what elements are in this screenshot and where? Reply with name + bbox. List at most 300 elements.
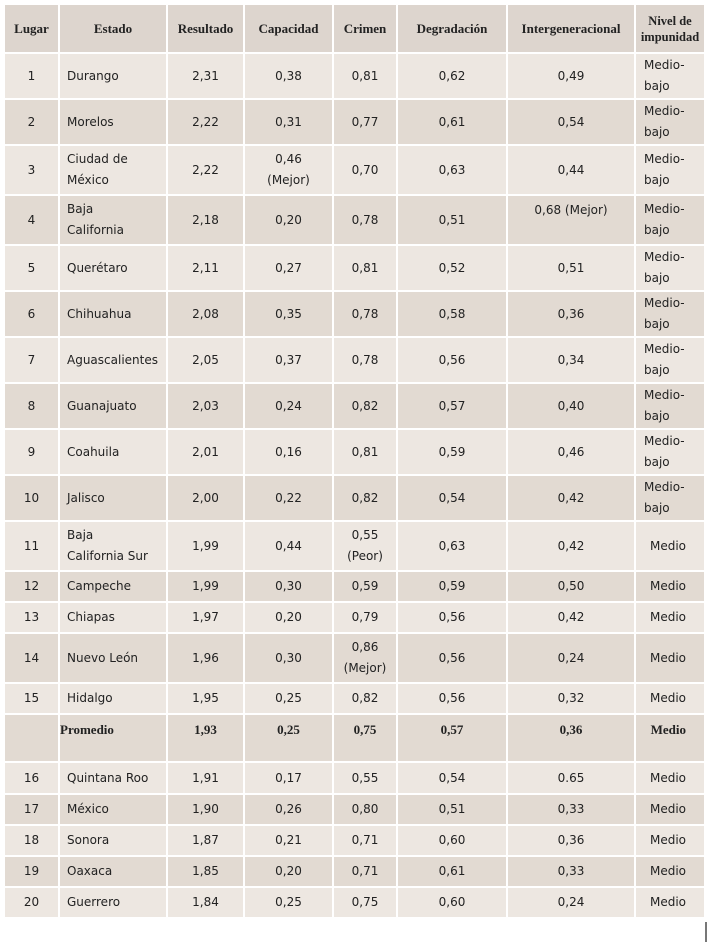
- cell-capacidad-line: 0,37: [275, 352, 302, 367]
- cell-estado-line: California Sur: [67, 549, 148, 563]
- cell-degradacion: 0,60: [397, 825, 507, 856]
- cell-crimen-line: 0,70: [351, 162, 379, 177]
- cell-capacidad: [244, 337, 333, 383]
- cell-crimen: [333, 633, 397, 683]
- cell-crimen-line: 0,78: [351, 212, 379, 227]
- cell-crimen-line: 0,78: [351, 306, 379, 321]
- cell-nivel-impunidad: [635, 762, 705, 794]
- table-row: [5, 245, 705, 291]
- cell-estado-line: Ciudad de: [67, 152, 128, 166]
- table-row: [5, 383, 705, 429]
- cell-intergeneracional: 0,34: [507, 337, 635, 383]
- cell-degradacion: 0,58: [397, 291, 507, 337]
- cell-degradacion: 0,52: [397, 245, 507, 291]
- cell-capacidad-line: 0,46: [275, 152, 302, 166]
- cell-degradacion: 0,61: [397, 856, 507, 887]
- cell-crimen: [333, 794, 397, 825]
- cell-estado-line: Hidalgo: [67, 691, 113, 705]
- cell-nivel-impunidad: [635, 856, 705, 887]
- cell-crimen-line: 0,55: [351, 770, 379, 785]
- cell-estado-line: Oaxaca: [67, 864, 113, 878]
- cell-crimen: [333, 762, 397, 794]
- cell-capacidad: [244, 53, 333, 99]
- cell-degradacion: 0,56: [397, 633, 507, 683]
- cell-nivel-impunidad: [635, 683, 705, 714]
- cell-degradacion: 0,56: [397, 602, 507, 633]
- cell-crimen-line: 0,71: [351, 833, 379, 847]
- cell-lugar: 12: [5, 571, 59, 602]
- cell-crimen-line: 0,81: [351, 260, 379, 275]
- cell-resultado: 1,90: [167, 794, 244, 825]
- cell-crimen-line: 0,79: [351, 610, 379, 624]
- cell-nivel-impunidad: [635, 53, 705, 99]
- table-row: [5, 825, 705, 856]
- cell-lugar: 11: [5, 521, 59, 571]
- cell-nivel-impunidad: [635, 145, 705, 195]
- table-body: [5, 53, 705, 918]
- cell-nivel-line: Medio-: [644, 104, 685, 118]
- cell-estado-line: Sonora: [67, 833, 110, 847]
- cell-nivel-line: Medio-: [644, 388, 685, 402]
- cell-capacidad: [244, 887, 333, 918]
- cell-intergeneracional: 0,50: [507, 571, 635, 602]
- cell-estado: [59, 99, 167, 145]
- cell-nivel-impunidad: [635, 429, 705, 475]
- cell-estado: [59, 571, 167, 602]
- cell-crimen: [333, 245, 397, 291]
- cell-capacidad-line: 0,31: [275, 114, 302, 129]
- cell-crimen: [333, 683, 397, 714]
- table-row: [5, 856, 705, 887]
- cell-estado: [59, 887, 167, 918]
- cell-nivel-line: Medio-: [644, 342, 685, 356]
- cell-nivel-line: bajo: [644, 455, 670, 469]
- cell-lugar: [5, 714, 59, 762]
- cell-resultado: 1,96: [167, 633, 244, 683]
- table-row: [5, 475, 705, 521]
- cell-capacidad-line: 0,17: [275, 770, 302, 785]
- cell-estado-line: California: [67, 223, 124, 237]
- cell-nivel-impunidad: [635, 475, 705, 521]
- cell-nivel-impunidad: [635, 571, 705, 602]
- page-edge-marker: [705, 922, 707, 942]
- cell-lugar: 4: [5, 195, 59, 245]
- cell-capacidad-line: 0,16: [275, 444, 302, 459]
- cell-resultado: 2,18: [167, 195, 244, 245]
- header-nivel-impunidad: [635, 5, 705, 53]
- cell-crimen: [333, 602, 397, 633]
- cell-intergeneracional: 0,40: [507, 383, 635, 429]
- header-crimen: Crimen: [333, 5, 397, 53]
- cell-estado: [59, 145, 167, 195]
- cell-nivel-impunidad: [635, 245, 705, 291]
- cell-degradacion: 0,57: [397, 714, 507, 762]
- cell-estado: [59, 794, 167, 825]
- cell-crimen: [333, 99, 397, 145]
- cell-capacidad: [244, 145, 333, 195]
- cell-degradacion: 0,60: [397, 887, 507, 918]
- cell-crimen: [333, 475, 397, 521]
- table-row: [5, 337, 705, 383]
- cell-nivel-line: bajo: [644, 79, 670, 93]
- cell-capacidad-line: (Mejor): [267, 173, 310, 187]
- cell-intergeneracional: 0,36: [507, 714, 635, 762]
- cell-capacidad: [244, 195, 333, 245]
- cell-lugar: 18: [5, 825, 59, 856]
- cell-degradacion: 0,61: [397, 99, 507, 145]
- cell-estado-line: Campeche: [67, 579, 132, 593]
- cell-crimen-line: 0,86: [351, 640, 379, 654]
- table-row: [5, 145, 705, 195]
- cell-intergeneracional: 0,68 (Mejor): [507, 195, 635, 245]
- cell-nivel-line: bajo: [644, 173, 670, 187]
- cell-capacidad: [244, 825, 333, 856]
- cell-crimen: [333, 521, 397, 571]
- cell-lugar: 3: [5, 145, 59, 195]
- cell-crimen-line: 0,77: [351, 114, 379, 129]
- cell-crimen-line: (Mejor): [343, 661, 387, 675]
- cell-nivel-line: bajo: [644, 363, 670, 377]
- cell-nivel-line: bajo: [644, 409, 670, 423]
- cell-estado-line: Morelos: [67, 114, 114, 129]
- cell-nivel-line: Medio: [649, 802, 686, 816]
- cell-intergeneracional: 0,24: [507, 633, 635, 683]
- cell-intergeneracional: 0,33: [507, 794, 635, 825]
- cell-degradacion: 0,54: [397, 475, 507, 521]
- cell-resultado: 1,91: [167, 762, 244, 794]
- cell-intergeneracional: 0,44: [507, 145, 635, 195]
- cell-nivel-line: bajo: [644, 317, 670, 331]
- cell-estado: [59, 383, 167, 429]
- cell-degradacion: 0,54: [397, 762, 507, 794]
- cell-nivel-line: Medio: [649, 650, 686, 665]
- cell-lugar: 7: [5, 337, 59, 383]
- cell-lugar: 8: [5, 383, 59, 429]
- cell-estado-line: Nuevo León: [67, 650, 139, 665]
- cell-crimen-line: 0,75: [351, 895, 379, 909]
- cell-degradacion: 0,51: [397, 195, 507, 245]
- cell-capacidad-line: 0,24: [275, 398, 302, 413]
- cell-crimen-line: (Peor): [347, 549, 383, 563]
- table-row: [5, 53, 705, 99]
- cell-capacidad: [244, 245, 333, 291]
- cell-crimen-line: 0,75: [353, 722, 377, 737]
- cell-capacidad: [244, 683, 333, 714]
- cell-resultado: 1,97: [167, 602, 244, 633]
- cell-nivel-line: Medio-: [644, 202, 685, 216]
- cell-nivel-line: Medio: [650, 722, 686, 737]
- cell-intergeneracional: 0.65: [507, 762, 635, 794]
- cell-lugar: 9: [5, 429, 59, 475]
- cell-nivel-line: Medio-: [644, 434, 685, 448]
- cell-lugar: 16: [5, 762, 59, 794]
- cell-resultado: 2,01: [167, 429, 244, 475]
- cell-nivel-line: Medio: [649, 610, 686, 624]
- header-nivel-line1: Nivel de: [648, 13, 692, 28]
- cell-nivel-impunidad: [635, 887, 705, 918]
- table-row: [5, 99, 705, 145]
- cell-estado-line: Promedio: [60, 722, 114, 737]
- cell-estado: [59, 337, 167, 383]
- cell-intergeneracional: 0,49: [507, 53, 635, 99]
- header-intergeneracional: Intergeneracional: [507, 5, 635, 53]
- cell-nivel-impunidad: [635, 825, 705, 856]
- cell-estado: [59, 195, 167, 245]
- cell-capacidad-line: 0,26: [275, 802, 302, 816]
- cell-estado-line: Coahuila: [67, 444, 120, 459]
- cell-capacidad-line: 0,22: [275, 490, 302, 505]
- cell-capacidad: [244, 571, 333, 602]
- cell-capacidad-line: 0,25: [275, 895, 302, 909]
- cell-resultado: 2,00: [167, 475, 244, 521]
- cell-capacidad-line: 0,25: [277, 722, 300, 737]
- cell-intergeneracional: 0,42: [507, 475, 635, 521]
- header-lugar: Lugar: [5, 5, 59, 53]
- cell-lugar: 20: [5, 887, 59, 918]
- cell-capacidad: [244, 291, 333, 337]
- cell-estado: [59, 825, 167, 856]
- ranking-table: [5, 5, 706, 919]
- cell-crimen-line: 0,81: [351, 444, 379, 459]
- cell-capacidad: [244, 475, 333, 521]
- cell-estado-line: Durango: [67, 68, 119, 83]
- cell-crimen: [333, 291, 397, 337]
- cell-capacidad-line: 0,21: [275, 833, 302, 847]
- cell-capacidad: [244, 856, 333, 887]
- cell-resultado: 1,87: [167, 825, 244, 856]
- cell-crimen: [333, 856, 397, 887]
- cell-degradacion: 0,62: [397, 53, 507, 99]
- cell-crimen-line: 0,82: [351, 490, 379, 505]
- cell-capacidad-line: 0,30: [275, 579, 302, 593]
- table-row: [5, 887, 705, 918]
- cell-intergeneracional: 0,46: [507, 429, 635, 475]
- cell-crimen-line: 0,82: [351, 398, 379, 413]
- cell-estado-line: Jalisco: [67, 490, 105, 505]
- cell-intergeneracional: 0,42: [507, 602, 635, 633]
- cell-estado: [59, 714, 167, 762]
- cell-estado: [59, 53, 167, 99]
- cell-estado: [59, 602, 167, 633]
- cell-estado-line: Chiapas: [67, 610, 115, 624]
- cell-estado-line: Querétaro: [67, 260, 128, 275]
- header-degradacion: Degradación: [397, 5, 507, 53]
- cell-intergeneracional: 0,42: [507, 521, 635, 571]
- cell-nivel-line: Medio: [649, 833, 686, 847]
- header-nivel-line2: impunidad: [640, 29, 700, 44]
- cell-estado: [59, 683, 167, 714]
- cell-estado-line: Guerrero: [67, 895, 121, 909]
- cell-nivel-line: Medio: [649, 691, 686, 705]
- cell-nivel-line: Medio: [649, 895, 686, 909]
- cell-nivel-line: bajo: [644, 125, 670, 139]
- header-capacidad: Capacidad: [244, 5, 333, 53]
- cell-capacidad: [244, 383, 333, 429]
- cell-lugar: 2: [5, 99, 59, 145]
- cell-estado: [59, 475, 167, 521]
- cell-crimen-line: 0,80: [351, 802, 379, 816]
- table-row: [5, 762, 705, 794]
- cell-capacidad-line: 0,20: [275, 212, 302, 227]
- table-row: [5, 602, 705, 633]
- cell-nivel-line: bajo: [644, 271, 670, 285]
- cell-resultado: 2,22: [167, 145, 244, 195]
- cell-crimen-line: 0,59: [351, 579, 379, 593]
- table-row: [5, 571, 705, 602]
- cell-estado-line: Chihuahua: [67, 306, 132, 321]
- cell-intergeneracional: 0,51: [507, 245, 635, 291]
- cell-degradacion: 0,59: [397, 429, 507, 475]
- cell-intergeneracional: 0,36: [507, 825, 635, 856]
- cell-nivel-line: Medio: [649, 579, 686, 593]
- cell-estado-line: Baja: [67, 202, 94, 216]
- cell-estado: [59, 762, 167, 794]
- cell-intergeneracional: 0,54: [507, 99, 635, 145]
- cell-resultado: 1,99: [167, 571, 244, 602]
- cell-resultado: 2,05: [167, 337, 244, 383]
- cell-capacidad-line: 0,25: [275, 691, 302, 705]
- cell-capacidad: [244, 429, 333, 475]
- cell-capacidad: [244, 762, 333, 794]
- cell-capacidad: [244, 633, 333, 683]
- cell-degradacion: 0,59: [397, 571, 507, 602]
- cell-resultado: 2,08: [167, 291, 244, 337]
- cell-crimen-line: 0,81: [351, 68, 379, 83]
- cell-capacidad-line: 0,44: [275, 538, 302, 553]
- cell-crimen-line: 0,82: [351, 691, 379, 705]
- cell-nivel-impunidad: [635, 521, 705, 571]
- cell-intergeneracional: 0,24: [507, 887, 635, 918]
- cell-estado-line: México: [67, 802, 109, 816]
- cell-crimen-line: 0,78: [351, 352, 379, 367]
- cell-capacidad-line: 0,38: [275, 68, 302, 83]
- cell-nivel-line: Medio-: [644, 152, 685, 166]
- header-row: [5, 5, 705, 53]
- cell-nivel-line: Medio-: [644, 250, 685, 264]
- table-row: [5, 794, 705, 825]
- cell-estado: [59, 633, 167, 683]
- cell-resultado: 1,95: [167, 683, 244, 714]
- cell-capacidad: [244, 794, 333, 825]
- cell-estado: [59, 856, 167, 887]
- cell-nivel-impunidad: [635, 714, 705, 762]
- cell-nivel-line: Medio-: [644, 480, 685, 494]
- cell-resultado: 2,31: [167, 53, 244, 99]
- cell-nivel-impunidad: [635, 794, 705, 825]
- cell-lugar: 6: [5, 291, 59, 337]
- cell-lugar: 17: [5, 794, 59, 825]
- cell-nivel-line: bajo: [644, 501, 670, 515]
- cell-crimen: [333, 53, 397, 99]
- cell-nivel-line: Medio-: [644, 58, 685, 72]
- cell-lugar: 13: [5, 602, 59, 633]
- cell-nivel-impunidad: [635, 195, 705, 245]
- cell-degradacion: 0,63: [397, 145, 507, 195]
- cell-crimen-line: 0,55: [351, 528, 379, 542]
- cell-crimen: [333, 337, 397, 383]
- cell-lugar: 19: [5, 856, 59, 887]
- cell-lugar: 14: [5, 633, 59, 683]
- cell-estado: [59, 291, 167, 337]
- cell-crimen: [333, 429, 397, 475]
- cell-lugar: 10: [5, 475, 59, 521]
- cell-resultado: 1,99: [167, 521, 244, 571]
- cell-nivel-impunidad: [635, 291, 705, 337]
- cell-nivel-impunidad: [635, 337, 705, 383]
- cell-crimen: [333, 571, 397, 602]
- cell-degradacion: 0,56: [397, 337, 507, 383]
- cell-crimen-line: 0,71: [351, 864, 379, 878]
- cell-degradacion: 0,57: [397, 383, 507, 429]
- cell-estado-line: Guanajuato: [67, 398, 137, 413]
- cell-lugar: 1: [5, 53, 59, 99]
- cell-capacidad: [244, 521, 333, 571]
- cell-estado-line: Aguascalientes: [67, 352, 158, 367]
- cell-nivel-line: Medio: [649, 538, 686, 553]
- cell-crimen: [333, 887, 397, 918]
- cell-crimen: [333, 825, 397, 856]
- cell-capacidad-line: 0,20: [275, 610, 302, 624]
- cell-estado: [59, 521, 167, 571]
- table-row: [5, 429, 705, 475]
- cell-resultado: 1,84: [167, 887, 244, 918]
- cell-capacidad-line: 0,27: [275, 260, 302, 275]
- cell-nivel-impunidad: [635, 602, 705, 633]
- cell-intergeneracional: 0,33: [507, 856, 635, 887]
- cell-lugar: 15: [5, 683, 59, 714]
- cell-capacidad-line: 0,35: [275, 306, 302, 321]
- cell-nivel-line: bajo: [644, 223, 670, 237]
- cell-nivel-line: Medio: [649, 864, 686, 878]
- cell-crimen: [333, 714, 397, 762]
- cell-crimen: [333, 145, 397, 195]
- cell-nivel-impunidad: [635, 633, 705, 683]
- average-row: [5, 714, 705, 762]
- cell-resultado: 2,11: [167, 245, 244, 291]
- cell-estado: [59, 245, 167, 291]
- cell-degradacion: 0,56: [397, 683, 507, 714]
- cell-nivel-line: Medio: [649, 770, 686, 785]
- cell-nivel-line: Medio-: [644, 296, 685, 310]
- cell-intergeneracional: 0,36: [507, 291, 635, 337]
- cell-crimen: [333, 383, 397, 429]
- cell-capacidad: [244, 714, 333, 762]
- cell-estado-line: Baja: [67, 528, 94, 542]
- table-row: [5, 521, 705, 571]
- cell-resultado: 1,93: [167, 714, 244, 762]
- cell-lugar: 5: [5, 245, 59, 291]
- cell-resultado: 1,85: [167, 856, 244, 887]
- cell-capacidad: [244, 602, 333, 633]
- cell-capacidad-line: 0,30: [275, 650, 302, 665]
- table-row: [5, 195, 705, 245]
- cell-intergeneracional: 0,32: [507, 683, 635, 714]
- cell-degradacion: 0,51: [397, 794, 507, 825]
- header-resultado: Resultado: [167, 5, 244, 53]
- cell-estado-line: Quintana Roo: [67, 770, 149, 785]
- cell-capacidad: [244, 99, 333, 145]
- cell-crimen: [333, 195, 397, 245]
- cell-estado-line: México: [67, 173, 109, 187]
- cell-nivel-impunidad: [635, 383, 705, 429]
- cell-capacidad-line: 0,20: [275, 864, 302, 878]
- cell-nivel-impunidad: [635, 99, 705, 145]
- table-row: [5, 633, 705, 683]
- table-row: [5, 683, 705, 714]
- cell-resultado: 2,22: [167, 99, 244, 145]
- cell-resultado: 2,03: [167, 383, 244, 429]
- table-row: [5, 291, 705, 337]
